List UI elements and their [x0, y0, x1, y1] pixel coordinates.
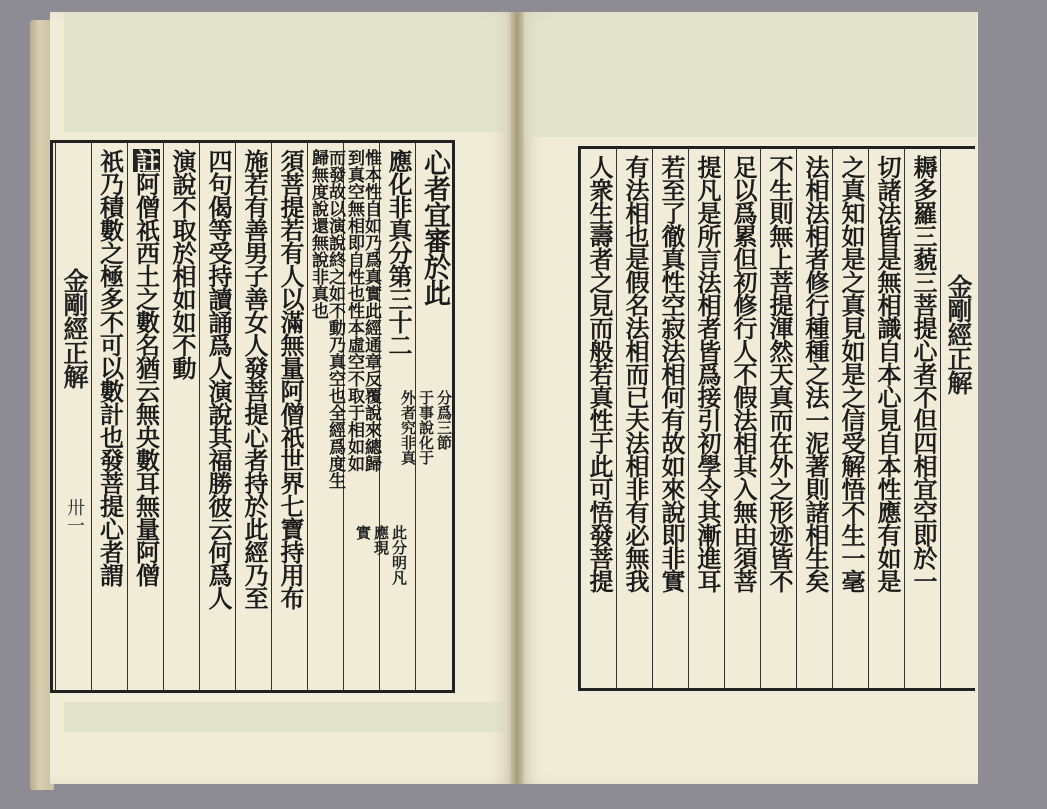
text-column: 之真知如是之真見如是之信受解悟不生一毫 — [832, 149, 869, 688]
text-column: 註阿僧祇西土之數名猶云無央數耳無量阿僧 — [127, 143, 164, 690]
text-column: 祇乃積數之極多不可以數計也發菩提心者謂 — [91, 143, 128, 690]
left-text-frame — [50, 140, 455, 693]
text-column: 心者宜審於此 — [415, 143, 452, 690]
chapter-note: 此分明凡 應現 實 — [354, 525, 408, 585]
text-column: 人衆生壽者之見而般若真性于此可悟發菩提 — [580, 149, 617, 688]
annotation-mark-icon: 註 — [131, 149, 161, 172]
text-column: 足以爲累但初修行人不假法相其入無由須菩 — [724, 149, 761, 688]
book-gutter — [510, 12, 524, 784]
text-column: 法相法相者修行種種之法一泥著則諸相生矣 — [796, 149, 833, 688]
text-column: 施若有善男子善女人發菩提心者持於此經乃至 — [235, 143, 272, 690]
page-center-column: 金剛經正解 卅一 — [55, 143, 92, 690]
text-column: 應化非真分第三十二 — [379, 143, 416, 690]
text-column: 切諸法皆是無相識自本心見自本性應有如是 — [868, 149, 905, 688]
text-column: 須菩提若有人以滿無量阿僧祇世界七寶持用布 — [271, 143, 308, 690]
text-column: 提凡是所言法相者皆爲接引初學令其漸進耳 — [688, 149, 725, 688]
right-text-frame — [578, 146, 975, 691]
text-column: 四句偈等受持讀誦爲人演說其福勝彼云何爲人 — [199, 143, 236, 690]
annotation-column: 而發故以演說終之如不動乃真空也全經爲度生 歸無度說還無說非真也 — [307, 143, 344, 690]
text-column: 不生則無上菩提渾然天真而在外之形迹皆不 — [760, 149, 797, 688]
text-column: 有法相也是假名法相而已夫法相非有必無我 — [616, 149, 653, 688]
page-center-column: 金剛經正解 — [940, 149, 975, 688]
text-column: 耨多羅三藐三菩提心者不但四相宜空即於一 — [904, 149, 941, 688]
text-column: 若至了徹真性空寂法相何有故如來說即非實 — [652, 149, 689, 688]
text-column: 演說不取於相如如不動 — [163, 143, 200, 690]
chapter-note: 分爲三節 于事說化于 外者究非真 — [399, 390, 453, 465]
annotation-column: 惟本性自如乃爲真實此經通章反覆說來總歸 到真空無相即自性也性本虛空不取于相如如 — [343, 143, 380, 690]
